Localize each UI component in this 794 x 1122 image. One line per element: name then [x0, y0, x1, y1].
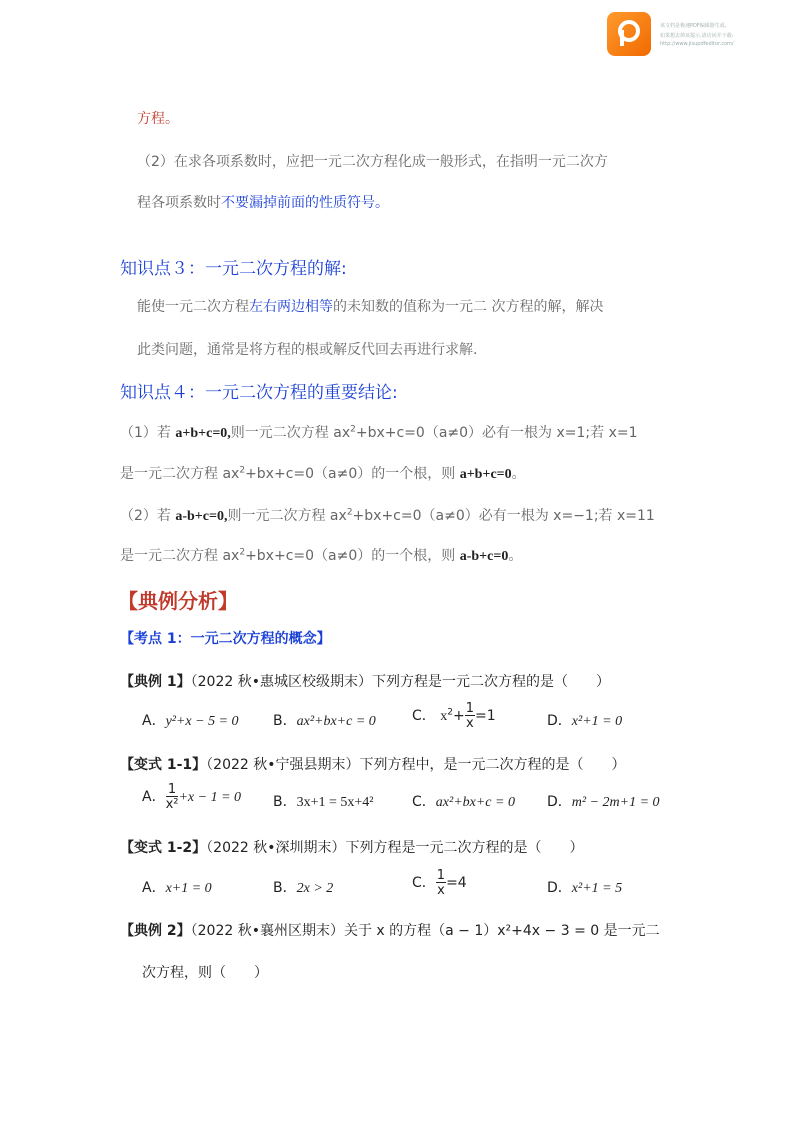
option-c-label: C．	[412, 708, 436, 724]
v12-option-d-label: D．	[547, 880, 572, 896]
kp4-conclusion-2	[120, 505, 655, 525]
kp3-text-a: 能使一元二次方程	[137, 299, 249, 315]
kaodian-title: 【考点 1：一元二次方程的概念】	[120, 631, 331, 647]
v12-option-c-fraction	[436, 869, 446, 897]
pdf-editor-logo	[607, 12, 651, 56]
kp4-c1l2-d: 。	[511, 466, 526, 482]
v11-option-a-post: +x − 1 = 0	[178, 790, 242, 805]
option-a-eq: y²+x − 5 = 0	[165, 714, 239, 729]
kp4-c2-sup: 2	[346, 507, 353, 518]
v12-option-b-eq: 2x > 2	[296, 881, 334, 896]
example-1-label: 【典例 1】	[120, 674, 191, 690]
kp4-c1l2-a: 是一元二次方程 ax	[120, 466, 240, 482]
variant-1-2-option-b	[273, 877, 333, 897]
option-d-eq: x²+1 = 0	[571, 714, 623, 729]
kp4-c1l2-c: a+b+c=0	[459, 467, 512, 482]
example-2-line-2: 次方程，则（ ）	[142, 965, 268, 981]
example-1-option-c	[412, 702, 496, 730]
intro-line-1: 方程。	[137, 111, 179, 127]
example-2-label: 【典例 2】	[120, 923, 191, 939]
variant-1-1-label: 【变式 1-1】	[120, 757, 207, 773]
option-d-label: D．	[547, 713, 572, 729]
option-c-sup: 2	[447, 707, 453, 718]
kp4-c2l2-b: +bx+c=0（a≠0）的一个根，则	[245, 548, 460, 564]
variant-1-1-option-a	[142, 783, 241, 811]
v12-option-c-num: 1	[436, 868, 446, 883]
v11-option-a-fraction	[166, 783, 179, 811]
example-2-text: （2022 秋•襄州区期末）关于 x 的方程（a − 1）x²+4x − 3 = 0 是一元二	[190, 923, 660, 939]
option-b-eq: ax²+bx+c = 0	[296, 714, 376, 729]
example-1-question	[120, 671, 610, 691]
example-2-question	[120, 920, 660, 940]
kp4-c2l2-d: 。	[508, 548, 523, 564]
kp3-highlight: 左右两边相等	[249, 299, 333, 315]
variant-1-2-option-c	[412, 869, 467, 897]
v11-option-a-label: A．	[142, 789, 166, 805]
variant-1-1-option-b	[273, 791, 374, 811]
option-a-label: A．	[142, 713, 166, 729]
kp4-c1-sup: 2	[350, 424, 356, 435]
kp4-c1l2-b: +bx+c=0（a≠0）的一个根，则	[245, 466, 460, 482]
kp4-c1l2-sup: 2	[239, 465, 246, 476]
section-title: 【典例分析】	[118, 589, 238, 613]
kp4-c2l2-a: 是一元二次方程 ax	[120, 548, 240, 564]
kp4-title: 知识点４：一元二次方程的重要结论:	[120, 383, 398, 403]
variant-1-2-text: （2022 秋•深圳期末）下列方程是一元二次方程的是（ ）	[206, 840, 584, 856]
option-c-post: =1	[474, 708, 496, 724]
v11-option-c-label: C．	[412, 794, 436, 810]
variant-1-1-question	[120, 754, 626, 774]
kp4-c1-prefix: （1）若	[120, 425, 176, 441]
intro-paragraph-2: （2）在求各项系数时，应把一元二次方程化成一般形式，在指明一元二次方	[137, 154, 608, 170]
variant-1-1-text: （2022 秋•宁强县期末）下列方程中，是一元二次方程的是（ ）	[206, 757, 626, 773]
kp4-c2l2-sup: 2	[239, 547, 246, 558]
kp3-title: 知识点３：一元二次方程的解:	[120, 259, 347, 279]
intro-p2-highlight: 不要漏掉前面的性质符号。	[221, 195, 389, 211]
logo-p-icon	[617, 20, 641, 48]
option-c-fraction	[465, 702, 475, 730]
v11-option-c-eq: ax²+bx+c = 0	[435, 795, 515, 810]
option-b-label: B．	[273, 713, 297, 729]
v11-option-d-label: D．	[547, 794, 572, 810]
v11-option-a-num: 1	[166, 783, 179, 797]
example-1-option-a	[142, 710, 239, 730]
v11-option-b-eq: 3x+1 = 5x+4²	[296, 795, 374, 810]
watermark-line-2: 如果想去掉该提示,请访问并下载:	[660, 33, 734, 39]
v12-option-a-label: A．	[142, 880, 166, 896]
v12-option-c-den: x	[437, 883, 445, 898]
watermark-line-3: http://www.jisupdfeditor.com/	[660, 41, 734, 47]
variant-1-1-option-c	[412, 791, 515, 811]
example-1-option-d	[547, 710, 622, 730]
watermark-line-1: 该文档是极速PDF编辑器生成,	[660, 23, 727, 29]
kp4-conclusion-2-line-2	[120, 545, 522, 565]
variant-1-1-option-d	[547, 791, 660, 811]
kp4-c1-condition: a+b+c=0,	[175, 426, 231, 441]
intro-paragraph-2-line-2	[137, 192, 389, 212]
v11-option-d-eq: m² − 2m+1 = 0	[571, 795, 660, 810]
kp4-c2-prefix: （2）若	[120, 508, 176, 524]
v12-option-a-eq: x+1 = 0	[165, 881, 212, 896]
kp3-line-1	[137, 296, 603, 316]
kp4-c2l2-c: a-b+c=0	[459, 549, 509, 564]
variant-1-2-option-a	[142, 877, 212, 897]
option-c-den: x	[465, 716, 474, 731]
v12-option-c-post: =4	[446, 875, 467, 891]
kp4-c1-text: 则一元二次方程 ax	[230, 425, 351, 441]
kp3-line-2: 此类问题，通常是将方程的根或解反代回去再进行求解.	[137, 342, 478, 358]
v12-option-d-eq: x²+1 = 5	[571, 881, 623, 896]
kp4-conclusion-1-line-2	[120, 463, 526, 483]
option-c-var: x	[440, 709, 448, 724]
option-c-plus: +	[452, 708, 465, 724]
kp4-conclusion-1	[120, 422, 638, 442]
example-1-text: （2022 秋•惠城区校级期末）下列方程是一元二次方程的是（ ）	[190, 674, 610, 690]
intro-p2-text: 程各项系数时	[137, 195, 221, 211]
kp4-c2-text-2: +bx+c=0（a≠0）必有一根为 x=−1;若 x=11	[352, 508, 655, 524]
v11-option-b-label: B．	[273, 794, 297, 810]
v12-option-b-label: B．	[273, 880, 297, 896]
v11-option-a-den: x²	[165, 797, 179, 812]
variant-1-2-option-d	[547, 877, 622, 897]
v12-option-c-label: C．	[412, 875, 436, 891]
option-c-num: 1	[465, 701, 474, 716]
variant-1-2-question	[120, 837, 584, 857]
kp4-c2-condition: a-b+c=0,	[175, 509, 228, 524]
kp4-c2-text: 则一元二次方程 ax	[227, 508, 347, 524]
variant-1-2-label: 【变式 1-2】	[120, 840, 207, 856]
kp4-c1-text-2: +bx+c=0（a≠0）必有一根为 x=1;若 x=1	[355, 425, 638, 441]
kp3-text-c: 的未知数的值称为一元二 次方程的解，解决	[333, 299, 604, 315]
example-1-option-b	[273, 710, 376, 730]
